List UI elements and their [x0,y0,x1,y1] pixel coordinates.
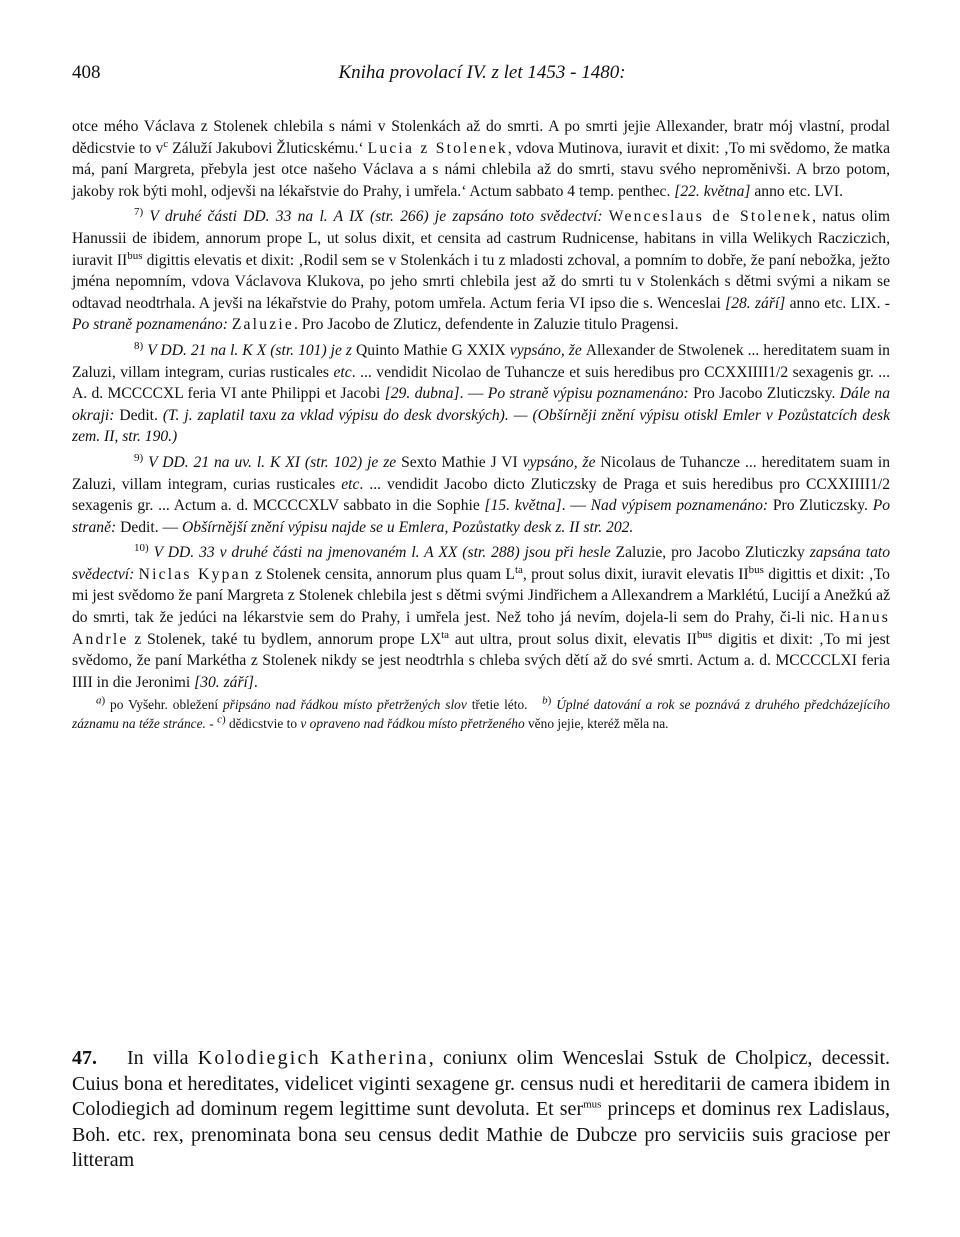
entry-number: 47. [72,1047,97,1069]
entry-text: 47. In villa Kolodiegich Katherina, coniunx olim Wenceslai Sstuk de Cholpicz, decessit. Cuius bona et hereditates, videlicet viginti sexagene gr. census nudi et hereditarii de camera ibidem in Colodiegich ad dominum regem legittime sunt devoluta. Et ser$^{mus}$ princeps et dominus rex Ladislaus, Boh. etc. rex, prenominata bona seu census dedit Mathie de Dubcze pro serviciis suis graciose per litteram [72,1047,890,1171]
person-name: Katherina [330,1047,429,1069]
person-name: Niclas Kypan [138,565,251,583]
date-note: [22. května] [674,182,751,200]
footnote-8: $^{8)}$ V DD. 21 na l. K X (str. 101) je z Quinto Mathie G XXIX vypsáno, že Allexander de Stwolenek ... hereditatem suam in Zaluzi, villam integram, curias rusticales etc. ... vendidit Nicolao de Tuhancze et suis heredibus pro CCXXIIII1/2 sexagenis gr. ... A. d. MCCCCXL feria VI ante Philippi et Jacobi [29. dubna]. — Po straně výpisu poznamenáno: Pro Jacobo Zluticzsky. Dále na okraji: Dedit. (T. j. zaplatil taxu za vklad výpisu do desk dvorských). — (Obšírněji znění výpisu otiskl Emler v Pozůstatcích desk zem. II, str. 190.) [72,339,891,446]
footnote-9: $^{9)}$ V DD. 21 na uv. l. K XI (str. 102) je ze Sexto Mathie J VI vypsáno, že Nicolaus de Tuhancze ... hereditatem suam in Zaluzi, villam integram, curias rusticales etc. ... vendidit Jacobo dicto Zluticzsky de Praga et suis heredibus pro CCXXIIII1/2 sexagenis gr. ... Actum a. d. MCCCCXLV sabbato in die Sophie [15. května]. — Nad výpisem poznamenáno: Pro Zluticzsky. Po straně: Dedit. — Obšírnější znění výpisu najde se u Emlera, Pozůstatky desk z. II str. 202. [72,451,891,536]
running-title: Kniha provolací IV. z let 1453 - 1480: [338,62,626,83]
text-notes: $^{a)}$ po Vyšehr. obležení připsáno nad řádkou místo přetržených slov třetie léto. $^{b)}$ Úplné datování a rok se poznává z druhého předcházejícího záznamu na téže stránce. - $^{c)}$ dědicstvie to v opraveno nad řádkou místo přetrženého věno jejie, kteréž měla na. [72,694,890,732]
date-note: [30. září] [194,673,254,691]
person-name: Hanus Andrle [72,609,890,648]
footnotes-block [72,116,890,733]
date-note: [28. září] [725,294,786,312]
footnote-mark: 9) [134,451,144,464]
person-name: Lucia z Stolenek [367,139,508,157]
place-name: Kolodiegich [197,1047,321,1069]
footnote-7: $^{7)}$ V druhé části DD. 33 na l. A IX (str. 266) je zapsáno toto svědectví: Wenceslaus de Stolenek, natus olim Hanussii de ibidem, annorum prope L, ut solus dixit, et censita ad castrum Rudnicense, habitans in villa Welikych Racziczich, iuravit II$^{bus}$ digittis elevatis et dixit: ‚Rodil sem se v Stolenkách i tu z mladosti zchoval, a pomním to dobře, že paní nebožka, ježto jména nepomním, vdova Václavova Klukova, po jeho smrti chlebila jest až do smrti tu v Stolenkách s dětmi svými a nikam se odtavad neodtrhala. A jevši na lékařstvie do Prahy, potom umřela. Actum feria VI ipso die s. Wenceslai [28. září] anno etc. LIX. - Po straně poznamenáno: Zaluzie. Pro Jacobo de Zluticz, defendente in Zaluzie titulo Pragensi. [72,206,890,334]
footnote-mark: 8) [134,339,144,352]
page-header [72,62,892,92]
date-note: [29. dubna] [384,385,460,403]
footnote-mark: 10) [134,542,149,555]
date-note: [15. května] [484,497,562,515]
footnote-mark: 7) [134,206,144,219]
person-name: Wenceslaus de Stolenek [608,208,813,226]
page-number: 408 [72,62,101,83]
footnote-continuation: otce mého Václava z Stolenek chlebila s námi v Stolenkách až do smrti. A po smrti jejie Allexander, bratr mój vlastní, prodal dědicstvie to v$^c$ Záluží Jakubovi Žluticskému.‘ Lucia z Stolenek, vdova Mutinova, iuravit et dixit: ‚To mi svědomo, že matka má, paní Margreta, přebyla jest otce našeho Václava a s námi chlebila až do smrti, stavu svého neproměnivši. A brzo potom, jakoby rok býti mohl, odjevši na lékařstvie do Prahy, i umřela.‘ Actum sabbato 4 temp. penthec. [22. května] anno etc. LVI. [72,118,890,200]
footnote-10: $^{10)}$ V DD. 33 v druhé části na jmenovaném l. A XX (str. 288) jsou při hesle Zaluzie, pro Jacobo Zluticzky zapsána tato svědectví: Niclas Kypan z Stolenek censita, annorum plus quam L$^{ta}$, prout solus dixit, iuravit elevatis II$^{bus}$ digittis et dixit: ‚To mi jest svědomo že paní Margreta z Stolenek chlebila jest s dětmi svými Jindřichem a Allexandrem a Marklétú, Lucijí a Anežkú až do smrti, tak že jedúci na lékarstvie sem do Prahy, i umřela jest. Než toho já nevím, dojela-li sem do Prahy, či-li nic. Hanus Andrle z Stolenek, také tu bydlem, annorum prope LX$^{ta}$ aut ultra, prout solus dixit, elevatis II$^{bus}$ digitis et dixit: ‚To mi jest svědomo, že paní Markétha z Stolenek nikdy se jest neodtrhla s chleba svých dětí až do své smrti. Actum a. d. MCCCCLXI feria IIII in die Jeronimi [30. září]. [72,542,890,691]
entry-47 [72,1046,890,1174]
